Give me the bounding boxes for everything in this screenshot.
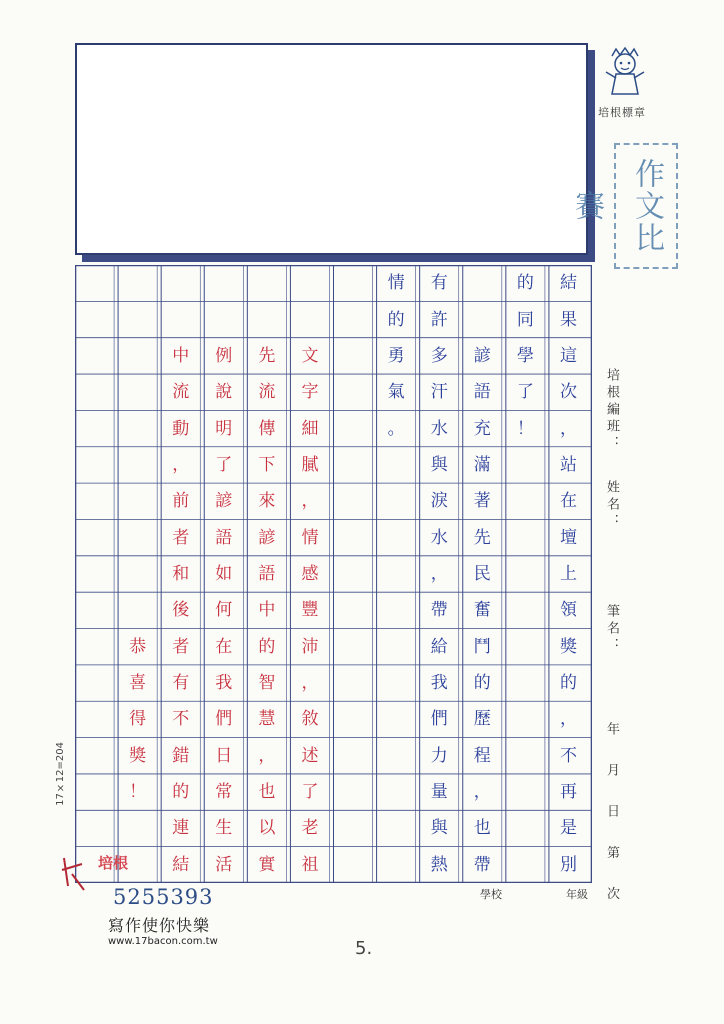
grid-char: 恭 bbox=[129, 636, 147, 657]
grid-char: 鬥 bbox=[473, 636, 491, 657]
grid-char: 壇 bbox=[559, 527, 577, 548]
signature-mark bbox=[58, 852, 88, 892]
contest-stamp: 作文比賽 bbox=[614, 143, 678, 269]
grid-char: 諺 bbox=[473, 345, 491, 366]
grid-column bbox=[506, 265, 544, 883]
grid-char: 喜 bbox=[129, 673, 147, 694]
grid-char: 的 bbox=[473, 673, 491, 694]
grid-char: 了 bbox=[516, 382, 534, 403]
grid-char: 滿 bbox=[473, 454, 491, 475]
logo-number: 5255393 bbox=[113, 885, 214, 909]
grid-char: 不 bbox=[559, 745, 577, 766]
grid-char: ！ bbox=[129, 782, 147, 803]
grid-char: 的 bbox=[559, 673, 577, 694]
grid-column bbox=[549, 265, 587, 883]
grid-char: 前 bbox=[172, 491, 190, 512]
grid-char: 這 bbox=[559, 345, 577, 366]
grid-char: 老 bbox=[301, 818, 319, 839]
grade-label: 年級 bbox=[566, 888, 588, 901]
grid-char: 勇 bbox=[387, 345, 405, 366]
grid-char: ， bbox=[301, 491, 319, 512]
grid-char: ， bbox=[301, 673, 319, 694]
grid-char: 學 bbox=[516, 345, 534, 366]
grid-char: 下 bbox=[258, 454, 276, 475]
grid-char: 先 bbox=[258, 345, 276, 366]
grid-char: 別 bbox=[559, 854, 577, 875]
grid-char: 著 bbox=[473, 491, 491, 512]
grid-char: 者 bbox=[172, 636, 190, 657]
grid-char: ， bbox=[172, 454, 190, 475]
name-label: 姓名： bbox=[604, 480, 619, 531]
grid-char: 字 bbox=[301, 382, 319, 403]
grid-char: 語 bbox=[473, 382, 491, 403]
grid-char: 情 bbox=[387, 273, 405, 294]
grid-char: 氣 bbox=[387, 382, 405, 403]
grid-char: ， bbox=[559, 418, 577, 439]
grid-char: 。 bbox=[387, 418, 405, 439]
grid-char: 有 bbox=[172, 673, 190, 694]
grid-char: 程 bbox=[473, 745, 491, 766]
grid-char: 常 bbox=[215, 782, 233, 803]
grid-char: 帶 bbox=[430, 600, 448, 621]
grid-char: ， bbox=[473, 782, 491, 803]
grid-char: 是 bbox=[559, 818, 577, 839]
grid-char: 在 bbox=[215, 636, 233, 657]
grid-char: 站 bbox=[559, 454, 577, 475]
grid-char: 諺 bbox=[215, 491, 233, 512]
grid-char: 獎 bbox=[129, 745, 147, 766]
page-mark: 5. bbox=[355, 938, 373, 959]
grid-char: 敘 bbox=[301, 709, 319, 730]
comment-box bbox=[75, 43, 588, 255]
grid-column bbox=[75, 265, 113, 883]
grid-char: 的 bbox=[516, 273, 534, 294]
penname-label: 筆名： bbox=[604, 604, 619, 655]
grid-column bbox=[247, 265, 285, 883]
class-label: 培根編班： bbox=[604, 368, 619, 453]
grid-char: 民 bbox=[473, 564, 491, 584]
grid-char: 者 bbox=[172, 527, 190, 548]
grid-char: 們 bbox=[215, 709, 233, 730]
grid-char: 我 bbox=[215, 673, 233, 694]
grid-column bbox=[334, 265, 372, 883]
grid-char: ， bbox=[258, 745, 276, 766]
grid-column bbox=[377, 265, 415, 883]
logo-slogan: 寫作使你快樂 bbox=[108, 916, 211, 935]
grid-char: 傳 bbox=[258, 418, 276, 439]
school-label: 學校 bbox=[480, 888, 502, 901]
grid-column bbox=[420, 265, 458, 883]
grid-char: 在 bbox=[559, 491, 577, 512]
manuscript-grid bbox=[75, 265, 592, 883]
grid-char: 動 bbox=[172, 418, 190, 439]
grid-char: 結 bbox=[559, 273, 577, 294]
grid-char: 實 bbox=[258, 854, 276, 875]
grid-char: 不 bbox=[172, 709, 190, 730]
grid-char: 力 bbox=[430, 745, 448, 766]
grid-char: 水 bbox=[430, 527, 448, 548]
grid-char: 帶 bbox=[473, 854, 491, 875]
grid-char: 與 bbox=[430, 818, 448, 839]
grid-char: 豐 bbox=[301, 600, 319, 621]
grid-column bbox=[204, 265, 242, 883]
grid-char: 語 bbox=[258, 564, 276, 584]
grid-size-label: 17×12=204 bbox=[55, 742, 66, 806]
grid-char: 淚 bbox=[430, 491, 448, 512]
grid-char: 多 bbox=[430, 345, 448, 366]
grid-char: 錯 bbox=[172, 745, 190, 766]
grid-char: 熱 bbox=[430, 854, 448, 875]
grid-column bbox=[463, 265, 501, 883]
grid-char: 生 bbox=[215, 818, 233, 839]
grid-char: 獎 bbox=[559, 636, 577, 657]
grid-char: ， bbox=[559, 709, 577, 730]
grid-char: 領 bbox=[559, 600, 577, 621]
grid-char: 中 bbox=[172, 345, 190, 366]
grid-column bbox=[118, 265, 156, 883]
grid-char: 慧 bbox=[258, 709, 276, 730]
grid-char: 明 bbox=[215, 418, 233, 439]
grid-char: 水 bbox=[430, 418, 448, 439]
grid-char: 了 bbox=[215, 454, 233, 475]
grid-char: 的 bbox=[258, 636, 276, 657]
grid-char: 先 bbox=[473, 527, 491, 548]
grid-char: 汗 bbox=[430, 382, 448, 403]
bacon-mascot-icon bbox=[602, 46, 648, 98]
grid-char: 再 bbox=[559, 782, 577, 803]
grid-char: 例 bbox=[215, 345, 233, 366]
red-stamp: 培根 bbox=[98, 854, 129, 872]
grid-char: 量 bbox=[430, 782, 448, 803]
grid-char: 連 bbox=[172, 818, 190, 839]
grid-char: 膩 bbox=[301, 454, 319, 475]
logo-url: www.17bacon.com.tw bbox=[108, 936, 218, 947]
stamp-header: 培根標章 bbox=[598, 106, 646, 119]
grid-char: 得 bbox=[129, 709, 147, 730]
grid-char: 情 bbox=[301, 527, 319, 548]
grid-char: 的 bbox=[172, 782, 190, 803]
grid-char: ， bbox=[430, 564, 448, 584]
grid-char: 次 bbox=[559, 382, 577, 403]
grid-char: 來 bbox=[258, 491, 276, 512]
date-label: 年 月 日 第 次 bbox=[604, 722, 619, 912]
grid-char: 述 bbox=[301, 745, 319, 766]
grid-char: 以 bbox=[258, 818, 276, 839]
grid-char: 活 bbox=[215, 854, 233, 875]
grid-char: 充 bbox=[473, 418, 491, 439]
grid-char: 也 bbox=[258, 782, 276, 803]
grid-char: 給 bbox=[430, 636, 448, 657]
grid-column bbox=[290, 265, 328, 883]
grid-char: 諺 bbox=[258, 527, 276, 548]
grid-char: 奮 bbox=[473, 600, 491, 621]
grid-char: 何 bbox=[215, 600, 233, 621]
grid-char: 我 bbox=[430, 673, 448, 694]
grid-char: 也 bbox=[473, 818, 491, 839]
grid-char: 祖 bbox=[301, 854, 319, 875]
grid-char: 歷 bbox=[473, 709, 491, 730]
grid-column bbox=[161, 265, 199, 883]
grid-char: 果 bbox=[559, 309, 577, 330]
grid-char: 結 bbox=[172, 854, 190, 875]
grid-char: 中 bbox=[258, 600, 276, 621]
grid-char: 流 bbox=[172, 382, 190, 403]
grid-char: 細 bbox=[301, 418, 319, 439]
grid-char: 流 bbox=[258, 382, 276, 403]
grid-char: 感 bbox=[301, 564, 319, 584]
grid-char: 和 bbox=[172, 564, 190, 584]
grid-char: 說 bbox=[215, 382, 233, 403]
grid-char: ！ bbox=[516, 418, 534, 439]
grid-char: 如 bbox=[215, 564, 233, 584]
grid-char: 語 bbox=[215, 527, 233, 548]
grid-char: 日 bbox=[215, 745, 233, 766]
grid-char: 上 bbox=[559, 564, 577, 584]
grid-char: 們 bbox=[430, 709, 448, 730]
grid-char: 的 bbox=[387, 309, 405, 330]
grid-char: 智 bbox=[258, 673, 276, 694]
grid-char: 沛 bbox=[301, 636, 319, 657]
grid-char: 了 bbox=[301, 782, 319, 803]
grid-char: 同 bbox=[516, 309, 534, 330]
grid-char: 有 bbox=[430, 273, 448, 294]
grid-char: 後 bbox=[172, 600, 190, 621]
grid-char: 與 bbox=[430, 454, 448, 475]
grid-char: 許 bbox=[430, 309, 448, 330]
grid-char: 文 bbox=[301, 345, 319, 366]
